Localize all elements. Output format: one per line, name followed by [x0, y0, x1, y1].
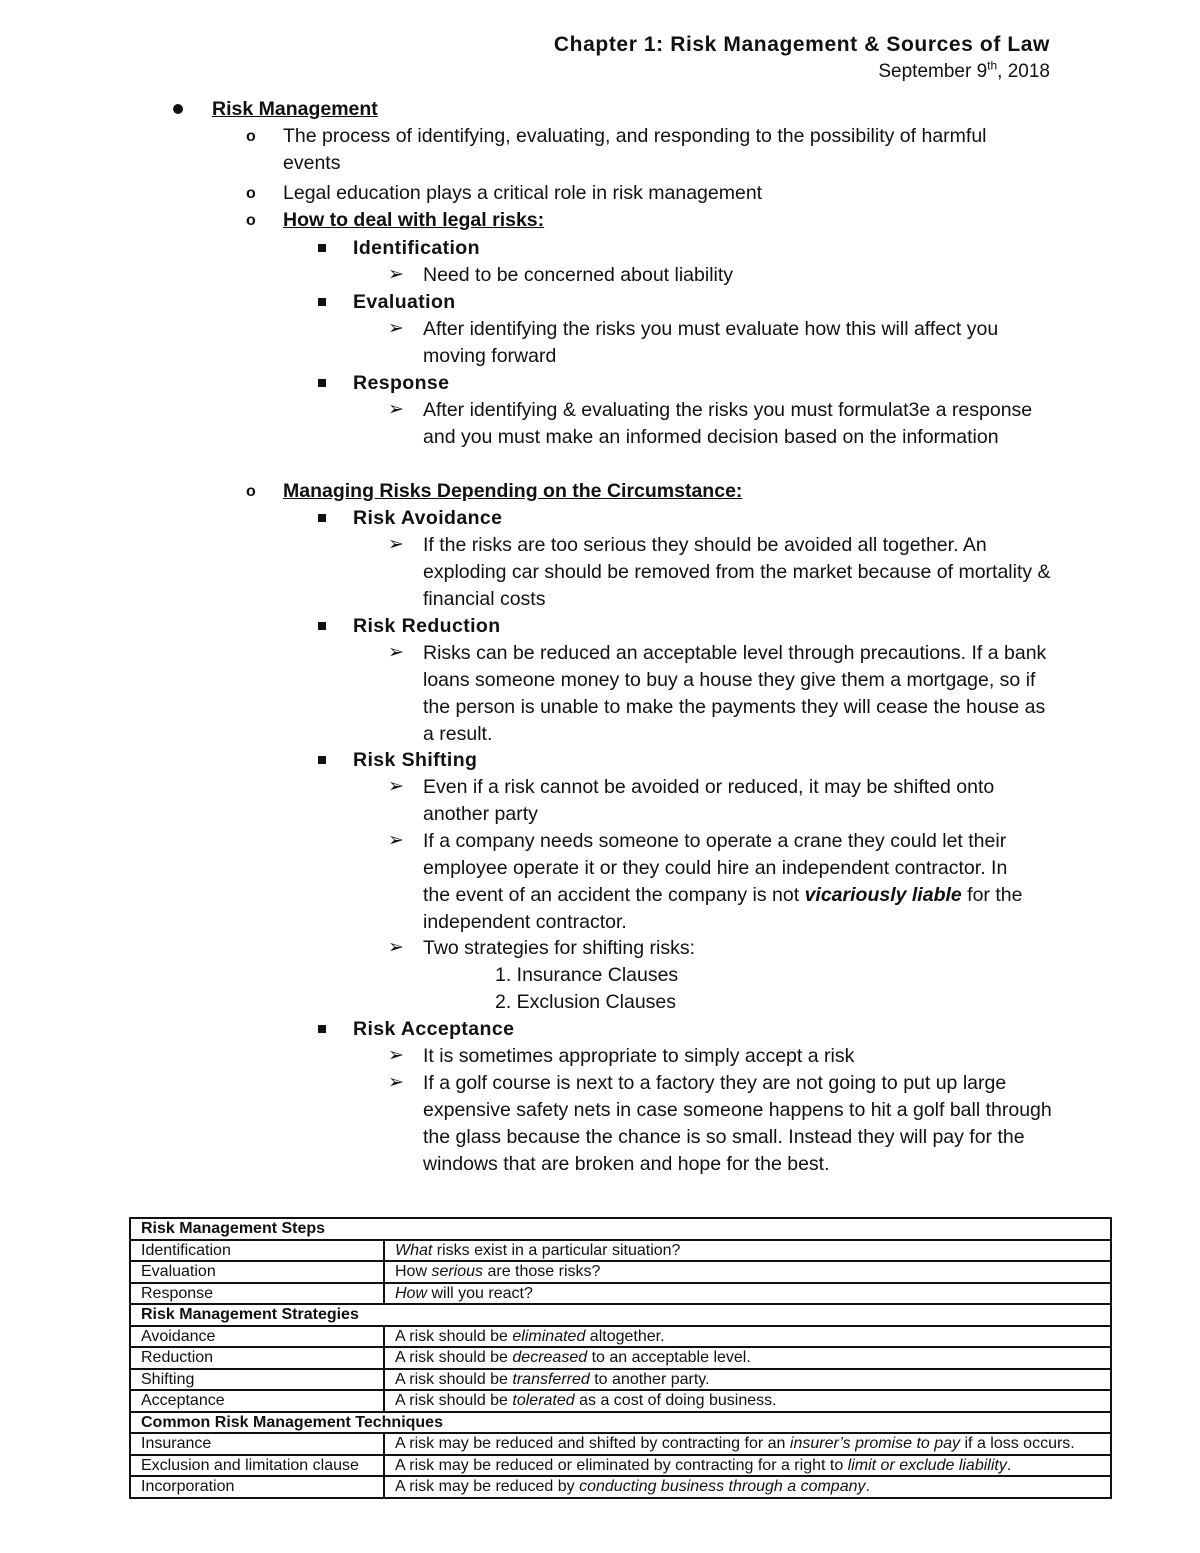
page-header	[554, 32, 1050, 85]
arrow-bullet-icon: ➢	[388, 1072, 404, 1093]
table-cell: Insurance	[130, 1433, 384, 1455]
table-cell: Acceptance	[130, 1390, 384, 1412]
table-row	[130, 1390, 1111, 1412]
table-cell: A risk should be eliminated altogether.	[384, 1326, 1111, 1348]
table-row	[130, 1412, 1111, 1434]
table-cell: How will you react?	[384, 1283, 1111, 1305]
table-row	[130, 1304, 1111, 1326]
square-bullet-icon	[318, 298, 326, 306]
table-cell: Identification	[130, 1240, 384, 1262]
risk-management-table	[129, 1217, 1112, 1499]
circle-bullet-icon: o	[246, 212, 256, 229]
document-title: Chapter 1: Risk Management & Sources of Law	[553, 33, 1050, 56]
circle-bullet-icon: o	[246, 128, 256, 145]
square-bullet-icon	[318, 244, 326, 252]
arrow-bullet-icon: ➢	[388, 399, 404, 420]
table-section-header: Common Risk Management Techniques	[130, 1412, 1111, 1434]
square-bullet-icon	[318, 622, 326, 630]
bullet-icon	[173, 104, 183, 114]
table-cell: Incorporation	[130, 1476, 384, 1498]
table-row	[130, 1218, 1111, 1240]
arrow-bullet-icon: ➢	[388, 776, 404, 797]
table-cell: How serious are those risks?	[384, 1261, 1111, 1283]
arrow-bullet-icon: ➢	[388, 534, 404, 555]
table-cell: Response	[130, 1283, 384, 1305]
square-bullet-icon	[318, 756, 326, 764]
table-row	[130, 1455, 1111, 1477]
circle-bullet-icon: o	[246, 483, 256, 500]
square-bullet-icon	[318, 1025, 326, 1033]
table-row	[130, 1476, 1111, 1498]
arrow-bullet-icon: ➢	[388, 937, 404, 958]
arrow-bullet-icon: ➢	[388, 318, 404, 339]
table-section-header: Risk Management Strategies	[130, 1304, 1111, 1326]
table-row	[130, 1283, 1111, 1305]
circle-bullet-icon: o	[246, 185, 256, 202]
table-section-header: Risk Management Steps	[130, 1218, 1111, 1240]
table-cell: Shifting	[130, 1369, 384, 1391]
table-row	[130, 1369, 1111, 1391]
table-cell: Exclusion and limitation clause	[130, 1455, 384, 1477]
arrow-bullet-icon: ➢	[388, 642, 404, 663]
table-cell: A risk should be decreased to an acceptable level.	[384, 1347, 1111, 1369]
table-row	[130, 1433, 1111, 1455]
table-row	[130, 1347, 1111, 1369]
table-cell: Avoidance	[130, 1326, 384, 1348]
table-cell: Evaluation	[130, 1261, 384, 1283]
table-cell: Reduction	[130, 1347, 384, 1369]
table-row	[130, 1326, 1111, 1348]
document-date: September 9th, 2018	[878, 58, 1050, 82]
arrow-bullet-icon: ➢	[388, 264, 404, 285]
table-cell: A risk may be reduced by conducting business through a company.	[384, 1476, 1111, 1498]
table-row	[130, 1240, 1111, 1262]
square-bullet-icon	[318, 514, 326, 522]
table-cell: A risk may be reduced and shifted by contracting for an insurer’s promise to pay if a loss occurs.	[384, 1433, 1111, 1455]
table-cell: A risk should be tolerated as a cost of doing business.	[384, 1390, 1111, 1412]
table-row	[130, 1261, 1111, 1283]
table-cell: A risk should be transferred to another party.	[384, 1369, 1111, 1391]
square-bullet-icon	[318, 379, 326, 387]
arrow-bullet-icon: ➢	[388, 830, 404, 851]
table-cell: A risk may be reduced or eliminated by contracting for a right to limit or exclude liability.	[384, 1455, 1111, 1477]
arrow-bullet-icon: ➢	[388, 1045, 404, 1066]
table-cell: What risks exist in a particular situation?	[384, 1240, 1111, 1262]
